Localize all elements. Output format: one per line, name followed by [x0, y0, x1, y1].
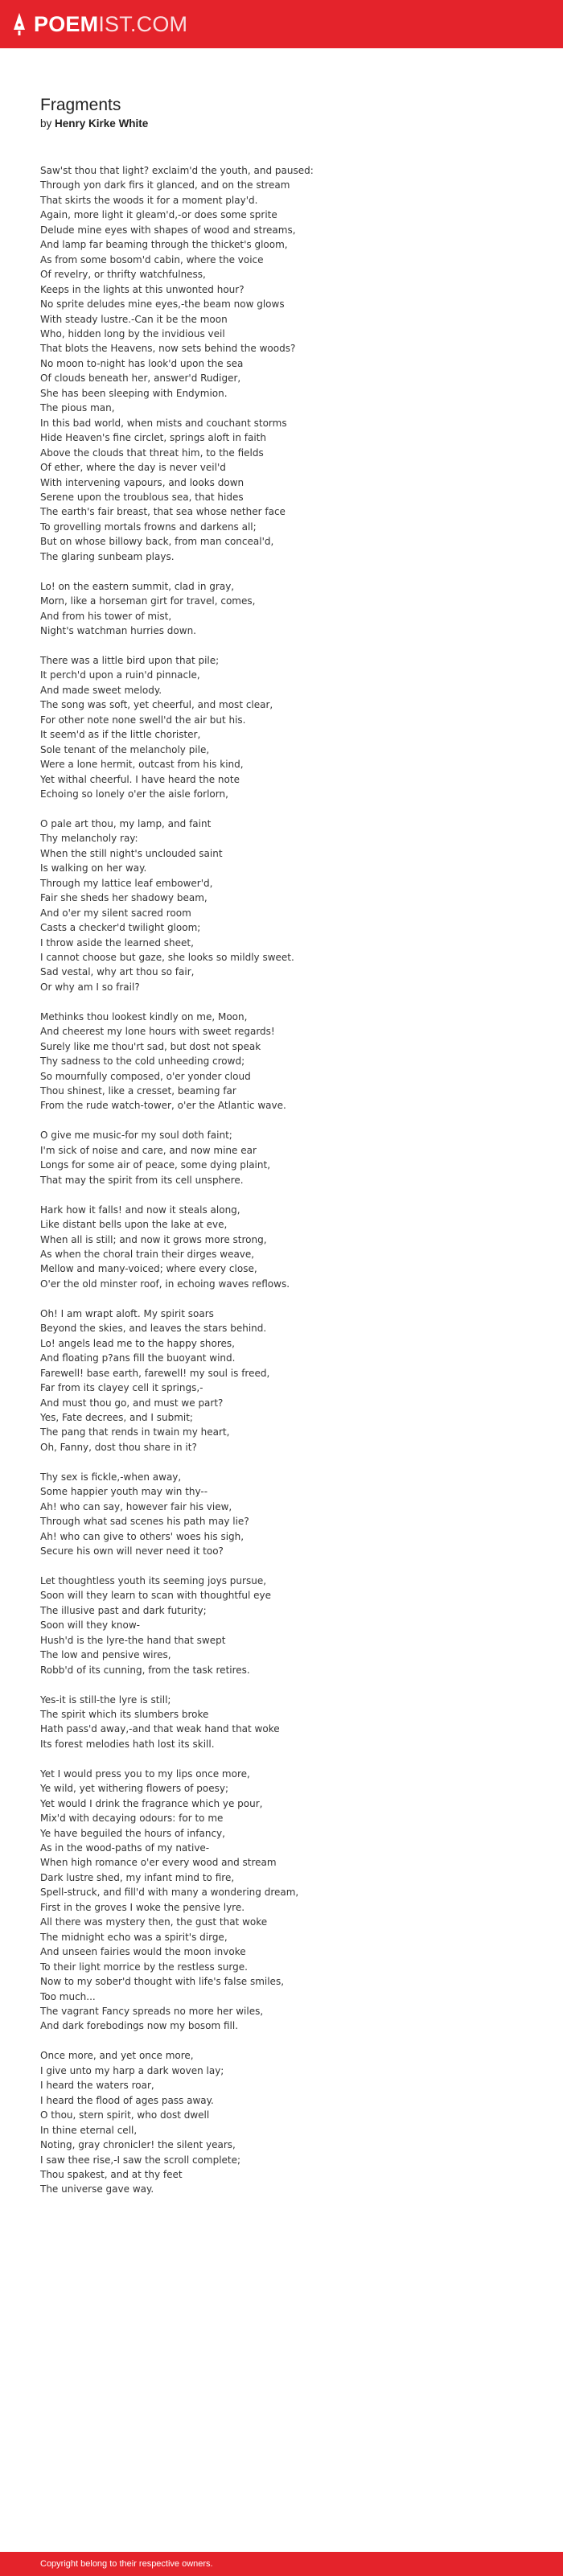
poem-stanza — [40, 1307, 523, 1455]
poem-line: When all is still; and now it grows more strong, — [40, 1233, 267, 1245]
poem-line: Surely like me thou'rt sad, but dost not speak — [40, 1040, 261, 1052]
poem-stanza — [40, 817, 523, 994]
poem-line: Methinks thou lookest kindly on me, Moon, — [40, 1010, 248, 1023]
poem-line: Hark how it falls! and now it steals along, — [40, 1204, 240, 1216]
byline-prefix: by — [40, 117, 52, 130]
poem-line: For other note none swell'd the air but his. — [40, 714, 246, 726]
poem-body — [40, 163, 523, 2197]
poem-line: Too much... — [40, 1990, 96, 2002]
poem-line: Were a lone hermit, outcast from his kind, — [40, 759, 244, 771]
poem-line: From the rude watch-tower, o'er the Atlantic wave. — [40, 1100, 286, 1112]
poem-line: Secure his own will never need it too? — [40, 1545, 224, 1558]
poem-line: Far from its clayey cell it springs,- — [40, 1382, 203, 1394]
poem-line: The earth's fair breast, that sea whose nether face — [40, 506, 286, 518]
poem-line: Or why am I so frail? — [40, 981, 140, 993]
poem-line: Night's watchman hurries down. — [40, 625, 196, 637]
poem-stanza — [40, 1010, 523, 1113]
poem-line: And o'er my silent sacred room — [40, 907, 191, 919]
poem-line: Ye wild, yet withering flowers of poesy; — [40, 1783, 229, 1795]
poem-line: Is walking on her way. — [40, 862, 147, 874]
poem-line: Longs for some air of peace, some dying plaint, — [40, 1159, 271, 1171]
poem-line: Yet would I drink the fragrance which ye pour, — [40, 1797, 263, 1809]
poem-line: O'er the old minster roof, in echoing waves reflows. — [40, 1278, 290, 1290]
poem-line: That may the spirit from its cell unsphere. — [40, 1174, 244, 1186]
poem-line: As when the choral train their dirges weave, — [40, 1248, 255, 1260]
poem-line: And cheerest my lone hours with sweet regards! — [40, 1026, 275, 1038]
poem-line: When the still night's unclouded saint — [40, 847, 223, 859]
poem-content — [0, 48, 563, 2197]
poem-line: Echoing so lonely o'er the aisle forlorn, — [40, 788, 228, 800]
site-logo[interactable] — [34, 12, 187, 37]
poem-line: I give unto my harp a dark woven lay; — [40, 2064, 224, 2076]
poem-line: Fair she sheds her shadowy beam, — [40, 892, 208, 904]
poem-line: The pang that rends in twain my heart, — [40, 1426, 230, 1438]
poem-line: Thy melancholy ray: — [40, 833, 138, 845]
poem-line: The midnight echo was a spirit's dirge, — [40, 1931, 228, 1943]
poem-line: Thou shinest, like a cresset, beaming far — [40, 1085, 236, 1097]
poem-line: Noting, gray chronicler! the silent years, — [40, 2139, 236, 2151]
poem-line: Hide Heaven's fine circlet, springs aloft in faith — [40, 432, 266, 444]
poem-stanza — [40, 1767, 523, 2034]
poem-line: And dark forebodings now my bosom fill. — [40, 2020, 239, 2032]
poem-line: Beyond the skies, and leaves the stars behind. — [40, 1323, 267, 1335]
poem-line: And from his tower of mist, — [40, 610, 172, 622]
poem-line: I'm sick of noise and care, and now mine ear — [40, 1144, 257, 1156]
poem-line: Saw'st thou that light? exclaim'd the youth, and paused: — [40, 165, 314, 176]
poem-stanza — [40, 1128, 523, 1187]
poem-line: All there was mystery then, the gust that woke — [40, 1916, 268, 1928]
poem-line: And made sweet melody. — [40, 684, 162, 696]
poem-line: And unseen fairies would the moon invoke — [40, 1946, 246, 1958]
poem-line: And must thou go, and must we part? — [40, 1397, 224, 1409]
poem-line: The illusive past and dark futurity; — [40, 1604, 207, 1616]
poem-line: Let thoughtless youth its seeming joys pursue, — [40, 1574, 267, 1586]
poem-line: Again, more light it gleam'd,-or does some sprite — [40, 209, 277, 221]
poem-line: Of revelry, or thrifty watchfulness, — [40, 269, 206, 281]
poem-line: Yes, Fate decrees, and I submit; — [40, 1411, 193, 1423]
poem-line: The vagrant Fancy spreads no more her wiles, — [40, 2006, 264, 2018]
poem-line: Sad vestal, why art thou so fair, — [40, 966, 195, 978]
byline — [40, 117, 523, 131]
poem-line: It perch'd upon a ruin'd pinnacle, — [40, 669, 200, 681]
poem-line: As from some bosom'd cabin, where the voice — [40, 253, 264, 265]
logo-light-text: IST.COM — [98, 11, 188, 36]
poem-stanza — [40, 2048, 523, 2197]
poem-line: And lamp far beaming through the thicket's gloom, — [40, 239, 288, 251]
poem-line: O pale art thou, my lamp, and faint — [40, 817, 212, 829]
poem-line: In this bad world, when mists and couchant storms — [40, 417, 287, 429]
poem-line: There was a little bird upon that pile; — [40, 654, 220, 666]
copyright-text: Copyright belong to their respective owners. — [40, 2559, 213, 2569]
poem-line: I saw thee rise,-I saw the scroll complete; — [40, 2154, 241, 2166]
poem-line: When high romance o'er every wood and stream — [40, 1857, 277, 1869]
poem-line: With steady lustre.-Can it be the moon — [40, 313, 228, 325]
poem-title: Fragments — [40, 96, 121, 114]
poem-stanza — [40, 1470, 523, 1559]
poem-line: Sole tenant of the melancholy pile, — [40, 743, 210, 755]
poem-line: Who, hidden long by the invidious veil — [40, 327, 225, 339]
poem-line: Morn, like a horseman girt for travel, comes, — [40, 595, 256, 607]
poem-line: Ah! who can say, however fair his view, — [40, 1500, 232, 1512]
poem-line: She has been sleeping with Endymion. — [40, 387, 228, 399]
site-header — [0, 0, 563, 48]
author-link[interactable]: Henry Kirke White — [55, 117, 149, 130]
poem-line: The glaring sunbeam plays. — [40, 550, 175, 562]
poem-line: Serene upon the troublous sea, that hides — [40, 491, 244, 503]
poem-stanza — [40, 579, 523, 639]
poem-line: No moon to-night has look'd upon the sea — [40, 357, 244, 369]
poem-stanza — [40, 163, 523, 564]
poem-line: The universe gave way. — [40, 2183, 154, 2195]
poem-line: And floating p?ans fill the buoyant wind. — [40, 1352, 236, 1364]
poem-line: Delude mine eyes with shapes of wood and streams, — [40, 224, 296, 236]
poem-line: Thou spakest, and at thy feet — [40, 2168, 183, 2180]
poem-line: But on whose billowy back, from man conceal'd, — [40, 536, 274, 548]
poem-line: Mellow and many-voiced; where every close, — [40, 1263, 257, 1275]
poem-line: Thy sex is fickle,-when away, — [40, 1471, 182, 1483]
poem-line: I heard the waters roar, — [40, 2080, 154, 2092]
logo-bold-text: POEM — [34, 11, 99, 36]
poem-line: The pious man, — [40, 402, 115, 414]
poem-line: Once more, and yet once more, — [40, 2050, 194, 2062]
poem-line: First in the groves I woke the pensive lyre. — [40, 1901, 245, 1913]
poem-line: To grovelling mortals frowns and darkens all; — [40, 521, 257, 533]
poem-line: I throw aside the learned sheet, — [40, 936, 194, 949]
poem-line: Lo! angels lead me to the happy shores, — [40, 1337, 235, 1349]
poem-line: Yet I would press you to my lips once more, — [40, 1767, 250, 1780]
poem-line: So mournfully composed, o'er yonder cloud — [40, 1070, 251, 1082]
poem-line: No sprite deludes mine eyes,-the beam now glows — [40, 298, 285, 311]
poem-stanza — [40, 1693, 523, 1752]
poem-line: Casts a checker'd twilight gloom; — [40, 922, 201, 934]
poem-stanza — [40, 1574, 523, 1677]
poem-line: Mix'd with decaying odours: for to me — [40, 1813, 224, 1825]
poem-line: O give me music-for my soul doth faint; — [40, 1130, 232, 1142]
poem-line: Lo! on the eastern summit, clad in gray, — [40, 580, 235, 592]
poem-line: That blots the Heavens, now sets behind the woods? — [40, 343, 296, 355]
poem-line: Through yon dark firs it glanced, and on the stream — [40, 179, 290, 191]
poem-line: Soon will they know- — [40, 1619, 141, 1632]
poem-line: Soon will they learn to scan with thoughtful eye — [40, 1590, 271, 1602]
poem-line: Through my lattice leaf embower'd, — [40, 877, 213, 889]
poem-line: I heard the flood of ages pass away. — [40, 2094, 214, 2106]
poem-line: Through what sad scenes his path may lie? — [40, 1516, 249, 1528]
poem-line: Robb'd of its cunning, from the task retires. — [40, 1664, 250, 1676]
poem-line: I cannot choose but gaze, she looks so mildly sweet. — [40, 951, 294, 963]
poem-line: With intervening vapours, and looks down — [40, 476, 245, 488]
poem-line: Hush'd is the lyre-the hand that swept — [40, 1634, 226, 1646]
poem-line: Hath pass'd away,-and that weak hand that woke — [40, 1723, 280, 1735]
poem-line: Thy sadness to the cold unheeding crowd; — [40, 1056, 245, 1068]
poem-line: Of ether, where the day is never veil'd — [40, 462, 226, 474]
poem-line: Oh, Fanny, dost thou share in it? — [40, 1441, 197, 1453]
poem-line: In thine eternal cell, — [40, 2124, 138, 2136]
site-footer — [0, 2552, 563, 2576]
poem-line: Like distant bells upon the lake at eve, — [40, 1219, 228, 1231]
poem-line: Farewell! base earth, farewell! my soul is freed, — [40, 1367, 270, 1379]
poem-line: Oh! I am wrapt aloft. My spirit soars — [40, 1307, 214, 1319]
poem-line: Dark lustre shed, my infant mind to fire, — [40, 1871, 235, 1883]
poem-line: As in the wood-paths of my native- — [40, 1842, 210, 1854]
poem-line: Some happier youth may win thy-- — [40, 1486, 208, 1498]
poem-line: Its forest melodies hath lost its skill. — [40, 1738, 215, 1750]
poem-line: The low and pensive wires, — [40, 1649, 171, 1661]
poem-line: Of clouds beneath her, answer'd Rudiger, — [40, 372, 241, 385]
poem-line: That skirts the woods it for a moment play'd. — [40, 194, 258, 206]
poem-stanza — [40, 1203, 523, 1292]
poem-line: Ah! who can give to others' woes his sigh, — [40, 1530, 245, 1542]
poem-line: It seem'd as if the little chorister, — [40, 729, 201, 741]
poem-line: To their light morrice by the restless surge. — [40, 1961, 248, 1973]
poem-line: Yet withal cheerful. I have heard the note — [40, 773, 240, 785]
poem-line: Above the clouds that threat him, to the fields — [40, 446, 264, 459]
poem-line: Now to my sober'd thought with life's false smiles, — [40, 1976, 285, 1988]
poem-line: Keeps in the lights at this unwonted hour? — [40, 283, 245, 295]
poem-line: The spirit which its slumbers broke — [40, 1708, 209, 1720]
pen-nib-icon[interactable] — [13, 12, 26, 36]
poem-stanza — [40, 653, 523, 802]
poem-line: Yes-it is still-the lyre is still; — [40, 1693, 171, 1706]
poem-line: Ye have beguiled the hours of infancy, — [40, 1827, 225, 1839]
poem-line: The song was soft, yet cheerful, and most clear, — [40, 699, 273, 711]
poem-line: Spell-struck, and fill'd with many a wondering dream, — [40, 1887, 299, 1899]
poem-line: O thou, stern spirit, who dost dwell — [40, 2109, 210, 2121]
